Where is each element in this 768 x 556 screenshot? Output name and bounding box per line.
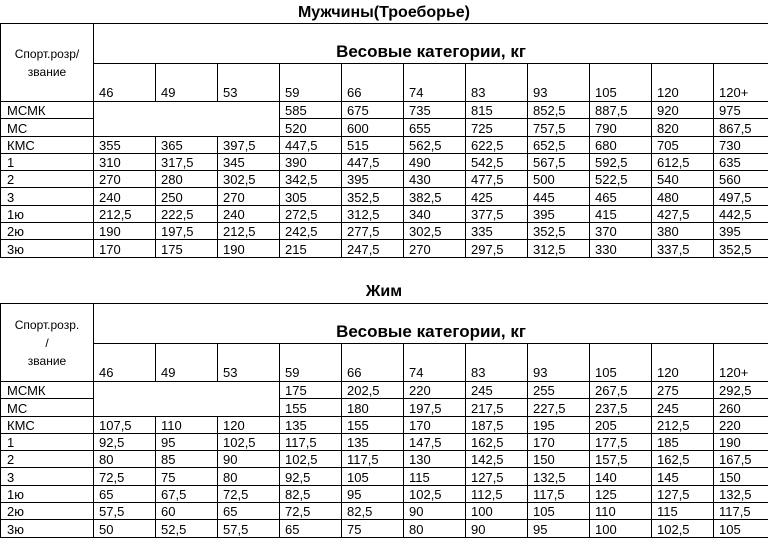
value-cell (94, 119, 156, 136)
value-cell: 95 (528, 520, 590, 537)
powerlifting-standards-table (0, 23, 768, 258)
table-row (1, 433, 768, 450)
value-cell: 215 (280, 240, 342, 257)
rank-cell: 3 (1, 188, 94, 205)
weight-class-header: 46 (94, 344, 156, 382)
header-row (1, 304, 768, 344)
value-cell: 887,5 (590, 102, 652, 119)
weight-class-header: 120 (652, 64, 714, 102)
value-cell: 222,5 (156, 205, 218, 222)
rank-cell: 3ю (1, 240, 94, 257)
value-cell: 352,5 (528, 223, 590, 240)
weight-class-header: 53 (218, 64, 280, 102)
value-cell: 442,5 (714, 205, 768, 222)
value-cell (156, 399, 218, 416)
rank-cell: МСМК (1, 102, 94, 119)
rank-cell: 2 (1, 451, 94, 468)
value-cell: 177,5 (590, 433, 652, 450)
value-cell (94, 102, 156, 119)
value-cell: 852,5 (528, 102, 590, 119)
table-title-powerlifting: Мужчины(Троеборье) (297, 4, 471, 21)
value-cell: 212,5 (652, 416, 714, 433)
value-cell: 190 (714, 433, 768, 450)
value-cell: 150 (714, 468, 768, 485)
value-cell: 217,5 (466, 399, 528, 416)
value-cell: 75 (156, 468, 218, 485)
value-cell: 80 (218, 468, 280, 485)
value-cell: 395 (714, 223, 768, 240)
value-cell: 65 (280, 520, 342, 537)
value-cell: 567,5 (528, 153, 590, 170)
value-cell (94, 382, 156, 399)
rank-cell: 1 (1, 433, 94, 450)
value-cell: 365 (156, 136, 218, 153)
value-cell: 197,5 (404, 399, 466, 416)
value-cell: 82,5 (280, 485, 342, 502)
table-row (1, 171, 768, 188)
rank-cell: МС (1, 119, 94, 136)
value-cell: 205 (590, 416, 652, 433)
value-cell: 270 (218, 188, 280, 205)
value-cell: 425 (466, 188, 528, 205)
value-cell (218, 119, 280, 136)
value-cell: 447,5 (342, 153, 404, 170)
rank-cell: 1ю (1, 205, 94, 222)
value-cell: 145 (652, 468, 714, 485)
value-cell: 127,5 (652, 485, 714, 502)
rank-cell: 3 (1, 468, 94, 485)
value-cell: 57,5 (218, 520, 280, 537)
weights-row (1, 64, 768, 102)
value-cell: 730 (714, 136, 768, 153)
weights-row (1, 344, 768, 382)
value-cell: 150 (528, 451, 590, 468)
value-cell: 445 (528, 188, 590, 205)
value-cell: 125 (590, 485, 652, 502)
value-cell: 377,5 (466, 205, 528, 222)
value-cell: 212,5 (218, 223, 280, 240)
value-cell: 102,5 (404, 485, 466, 502)
value-cell: 397,5 (218, 136, 280, 153)
value-cell: 132,5 (528, 468, 590, 485)
value-cell: 105 (342, 468, 404, 485)
value-cell: 92,5 (280, 468, 342, 485)
value-cell: 107,5 (94, 416, 156, 433)
table-row (1, 451, 768, 468)
value-cell: 370 (590, 223, 652, 240)
value-cell: 75 (342, 520, 404, 537)
weight-class-header: 93 (528, 64, 590, 102)
weight-class-header: 49 (156, 344, 218, 382)
rank-header-line: звание (27, 64, 67, 79)
value-cell: 197,5 (156, 223, 218, 240)
value-cell: 80 (404, 520, 466, 537)
value-cell: 237,5 (590, 399, 652, 416)
value-cell: 395 (342, 171, 404, 188)
table-row (1, 153, 768, 170)
value-cell: 65 (94, 485, 156, 502)
header-row (1, 24, 768, 64)
weight-class-header: 74 (404, 64, 466, 102)
value-cell: 247,5 (342, 240, 404, 257)
value-cell: 497,5 (714, 188, 768, 205)
rank-cell: 2ю (1, 223, 94, 240)
value-cell: 95 (156, 433, 218, 450)
value-cell: 415 (590, 205, 652, 222)
value-cell: 72,5 (94, 468, 156, 485)
value-cell: 175 (156, 240, 218, 257)
value-cell: 725 (466, 119, 528, 136)
value-cell: 72,5 (280, 503, 342, 520)
value-cell: 477,5 (466, 171, 528, 188)
value-cell: 117,5 (528, 485, 590, 502)
value-cell: 270 (404, 240, 466, 257)
value-cell: 395 (528, 205, 590, 222)
value-cell: 242,5 (280, 223, 342, 240)
table-row (1, 188, 768, 205)
value-cell: 110 (590, 503, 652, 520)
value-cell: 240 (218, 205, 280, 222)
table-row (1, 119, 768, 136)
value-cell: 100 (590, 520, 652, 537)
rank-cell: 2ю (1, 503, 94, 520)
value-cell: 102,5 (280, 451, 342, 468)
value-cell: 352,5 (342, 188, 404, 205)
value-cell: 147,5 (404, 433, 466, 450)
value-cell: 735 (404, 102, 466, 119)
value-cell: 447,5 (280, 136, 342, 153)
rank-header (1, 304, 94, 382)
rank-cell: КМС (1, 136, 94, 153)
value-cell: 130 (404, 451, 466, 468)
value-cell: 105 (714, 520, 768, 537)
value-cell: 175 (280, 382, 342, 399)
value-cell (156, 102, 218, 119)
table-row (1, 485, 768, 502)
value-cell: 227,5 (528, 399, 590, 416)
value-cell: 820 (652, 119, 714, 136)
value-cell: 600 (342, 119, 404, 136)
rank-header-line: Спорт.розр. (14, 317, 80, 332)
bench-standards-table (0, 303, 768, 538)
value-cell: 592,5 (590, 153, 652, 170)
value-cell: 340 (404, 205, 466, 222)
weight-class-header: 83 (466, 64, 528, 102)
weight-class-header: 74 (404, 344, 466, 382)
rank-header (1, 24, 94, 102)
value-cell: 105 (528, 503, 590, 520)
weight-class-header: 83 (466, 344, 528, 382)
value-cell: 162,5 (652, 451, 714, 468)
value-cell: 92,5 (94, 433, 156, 450)
value-cell: 245 (652, 399, 714, 416)
value-cell: 95 (342, 485, 404, 502)
value-cell: 90 (404, 503, 466, 520)
value-cell: 655 (404, 119, 466, 136)
weight-class-header: 49 (156, 64, 218, 102)
category-header: Весовые категории, кг (94, 304, 768, 344)
rank-cell: 1ю (1, 485, 94, 502)
table-row (1, 416, 768, 433)
value-cell: 335 (466, 223, 528, 240)
table-row (1, 223, 768, 240)
value-cell: 302,5 (218, 171, 280, 188)
value-cell: 135 (342, 433, 404, 450)
value-cell: 220 (404, 382, 466, 399)
table-row (1, 240, 768, 257)
value-cell: 102,5 (652, 520, 714, 537)
value-cell: 612,5 (652, 153, 714, 170)
value-cell (218, 382, 280, 399)
value-cell (156, 119, 218, 136)
value-cell: 312,5 (342, 205, 404, 222)
value-cell: 72,5 (218, 485, 280, 502)
value-cell: 110 (156, 416, 218, 433)
rank-cell: 1 (1, 153, 94, 170)
value-cell: 120 (218, 416, 280, 433)
value-cell: 57,5 (94, 503, 156, 520)
weight-class-header: 120 (652, 344, 714, 382)
value-cell: 67,5 (156, 485, 218, 502)
value-cell: 522,5 (590, 171, 652, 188)
value-cell: 117,5 (280, 433, 342, 450)
weight-class-header: 120+ (714, 64, 768, 102)
value-cell: 157,5 (590, 451, 652, 468)
value-cell: 465 (590, 188, 652, 205)
value-cell: 190 (94, 223, 156, 240)
value-cell: 542,5 (466, 153, 528, 170)
rank-cell: МСМК (1, 382, 94, 399)
value-cell: 212,5 (94, 205, 156, 222)
value-cell (218, 102, 280, 119)
value-cell: 142,5 (466, 451, 528, 468)
value-cell: 155 (280, 399, 342, 416)
rank-cell: МС (1, 399, 94, 416)
value-cell: 127,5 (466, 468, 528, 485)
table-title-bench: Жим (365, 283, 403, 300)
value-cell: 390 (280, 153, 342, 170)
value-cell: 195 (528, 416, 590, 433)
value-cell: 260 (714, 399, 768, 416)
value-cell: 255 (528, 382, 590, 399)
value-cell: 815 (466, 102, 528, 119)
value-cell: 170 (528, 433, 590, 450)
value-cell: 975 (714, 102, 768, 119)
value-cell: 187,5 (466, 416, 528, 433)
value-cell (156, 382, 218, 399)
value-cell: 705 (652, 136, 714, 153)
value-cell: 185 (652, 433, 714, 450)
value-cell: 540 (652, 171, 714, 188)
value-cell: 560 (714, 171, 768, 188)
value-cell: 380 (652, 223, 714, 240)
value-cell: 520 (280, 119, 342, 136)
weight-class-header: 105 (590, 344, 652, 382)
weight-class-header: 66 (342, 344, 404, 382)
value-cell: 312,5 (528, 240, 590, 257)
weight-class-header: 105 (590, 64, 652, 102)
value-cell: 170 (404, 416, 466, 433)
value-cell: 272,5 (280, 205, 342, 222)
value-cell: 500 (528, 171, 590, 188)
value-cell: 202,5 (342, 382, 404, 399)
table-row (1, 205, 768, 222)
value-cell: 240 (94, 188, 156, 205)
value-cell: 652,5 (528, 136, 590, 153)
value-cell: 167,5 (714, 451, 768, 468)
value-cell: 330 (590, 240, 652, 257)
rank-header-line: / (45, 335, 49, 350)
value-cell (218, 399, 280, 416)
value-cell: 317,5 (156, 153, 218, 170)
value-cell: 60 (156, 503, 218, 520)
value-cell: 562,5 (404, 136, 466, 153)
rank-cell: 3ю (1, 520, 94, 537)
value-cell: 382,5 (404, 188, 466, 205)
value-cell: 430 (404, 171, 466, 188)
value-cell (94, 399, 156, 416)
value-cell: 635 (714, 153, 768, 170)
value-cell: 297,5 (466, 240, 528, 257)
table-row (1, 503, 768, 520)
value-cell: 622,5 (466, 136, 528, 153)
value-cell: 90 (218, 451, 280, 468)
value-cell: 280 (156, 171, 218, 188)
weight-class-header: 59 (280, 344, 342, 382)
value-cell: 132,5 (714, 485, 768, 502)
value-cell: 245 (466, 382, 528, 399)
value-cell: 352,5 (714, 240, 768, 257)
value-cell: 162,5 (466, 433, 528, 450)
table-row (1, 468, 768, 485)
value-cell: 680 (590, 136, 652, 153)
value-cell: 85 (156, 451, 218, 468)
weight-class-header: 93 (528, 344, 590, 382)
value-cell: 80 (94, 451, 156, 468)
value-cell: 52,5 (156, 520, 218, 537)
rank-cell: КМС (1, 416, 94, 433)
value-cell: 115 (652, 503, 714, 520)
value-cell: 90 (466, 520, 528, 537)
table-row (1, 399, 768, 416)
value-cell: 305 (280, 188, 342, 205)
value-cell: 135 (280, 416, 342, 433)
value-cell: 310 (94, 153, 156, 170)
value-cell: 480 (652, 188, 714, 205)
value-cell: 337,5 (652, 240, 714, 257)
value-cell: 65 (218, 503, 280, 520)
value-cell: 117,5 (342, 451, 404, 468)
value-cell: 277,5 (342, 223, 404, 240)
value-cell: 342,5 (280, 171, 342, 188)
weight-class-header: 120+ (714, 344, 768, 382)
value-cell: 100 (466, 503, 528, 520)
value-cell: 82,5 (342, 503, 404, 520)
value-cell: 180 (342, 399, 404, 416)
table-row (1, 520, 768, 537)
value-cell: 345 (218, 153, 280, 170)
value-cell: 302,5 (404, 223, 466, 240)
value-cell: 115 (404, 468, 466, 485)
value-cell: 675 (342, 102, 404, 119)
value-cell: 50 (94, 520, 156, 537)
value-cell: 117,5 (714, 503, 768, 520)
value-cell: 267,5 (590, 382, 652, 399)
weight-class-header: 53 (218, 344, 280, 382)
value-cell: 250 (156, 188, 218, 205)
value-cell: 790 (590, 119, 652, 136)
value-cell: 102,5 (218, 433, 280, 450)
table-row (1, 382, 768, 399)
value-cell: 155 (342, 416, 404, 433)
value-cell: 920 (652, 102, 714, 119)
weight-class-header: 66 (342, 64, 404, 102)
rank-header-line: звание (27, 353, 67, 368)
value-cell: 140 (590, 468, 652, 485)
rank-header-line: Спорт.розр/ (14, 46, 80, 61)
category-header: Весовые категории, кг (94, 24, 768, 64)
value-cell: 292,5 (714, 382, 768, 399)
weight-class-header: 59 (280, 64, 342, 102)
table-row (1, 102, 768, 119)
value-cell: 867,5 (714, 119, 768, 136)
value-cell: 585 (280, 102, 342, 119)
value-cell: 757,5 (528, 119, 590, 136)
value-cell: 270 (94, 171, 156, 188)
value-cell: 112,5 (466, 485, 528, 502)
value-cell: 275 (652, 382, 714, 399)
value-cell: 490 (404, 153, 466, 170)
rank-cell: 2 (1, 171, 94, 188)
table-row (1, 136, 768, 153)
value-cell: 427,5 (652, 205, 714, 222)
value-cell: 190 (218, 240, 280, 257)
value-cell: 355 (94, 136, 156, 153)
value-cell: 170 (94, 240, 156, 257)
value-cell: 515 (342, 136, 404, 153)
weight-class-header: 46 (94, 64, 156, 102)
value-cell: 220 (714, 416, 768, 433)
